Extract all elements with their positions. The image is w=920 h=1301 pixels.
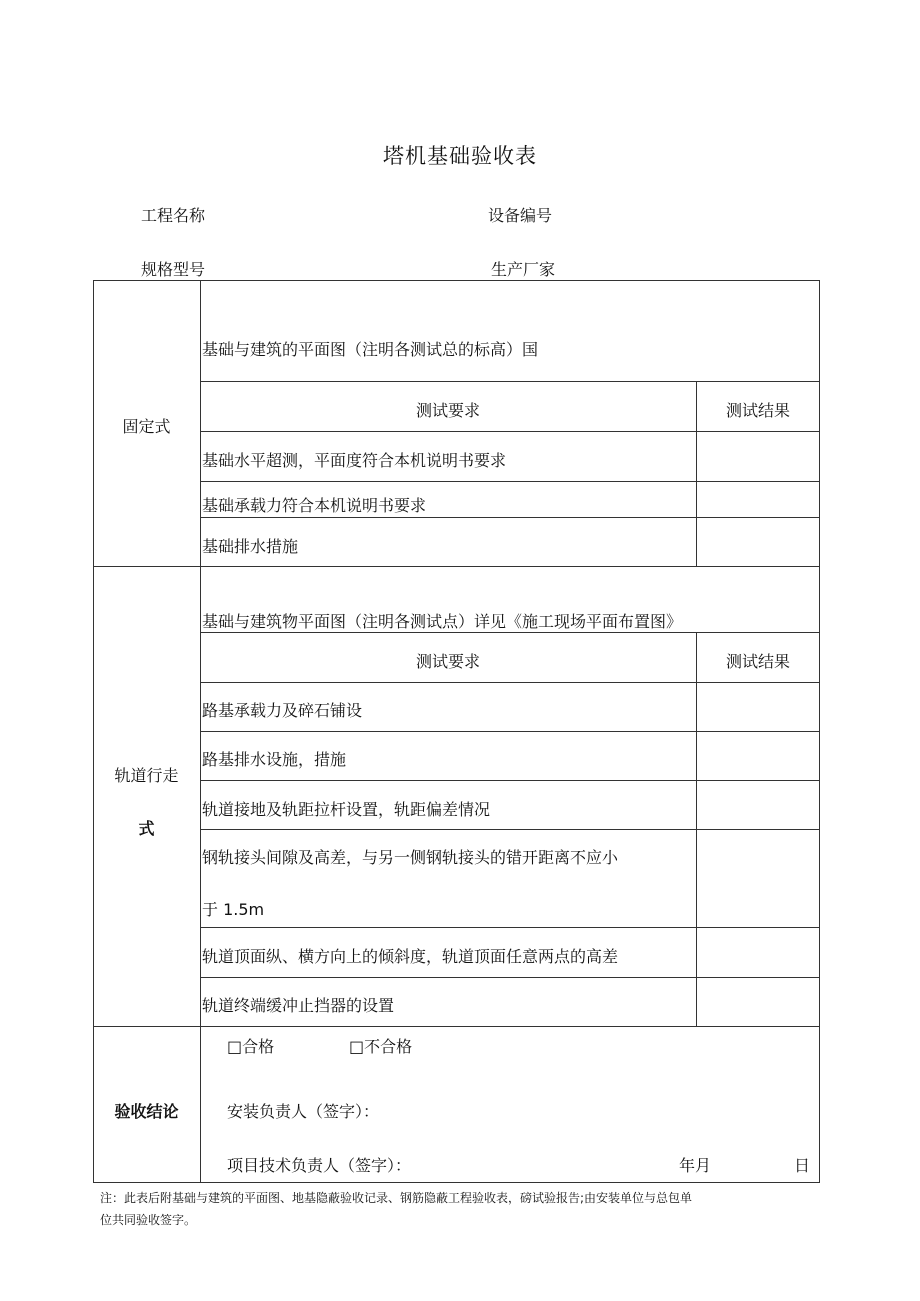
row-line [200,731,820,732]
project-name-label: 工程名称 [141,206,206,225]
fixed-col-requirement: 测试要求 [415,401,480,420]
rail-item-buffer-stop: 轨道终端缓冲止挡器的设置 [202,996,395,1015]
section-divider-rail [93,566,820,567]
rail-item-joint-line2: 于 1.5m [202,900,265,919]
row-line [200,977,820,978]
page-title: 塔机基础验收表 [383,144,537,168]
manufacturer-label: 生产厂家 [491,260,556,279]
device-no-label: 设备编号 [488,206,553,225]
row-line [200,927,820,928]
section-divider-conclusion [93,1026,820,1027]
rail-type-label-line1: 轨道行走 [114,766,179,785]
fixed-col-result: 测试结果 [725,401,790,420]
row-line [200,632,820,633]
fixed-item-bearing: 基础承载力符合本机说明书要求 [202,496,427,515]
conclusion-label: 验收结论 [114,1102,179,1121]
footnote-line1: 注：此表后附基础与建筑的平面图、地基隐蔽验收记录、钢筋隐蔽工程验收表，磅试验报告;由安装单位与总包单 [100,1191,693,1205]
date-year-month: 年月 [679,1156,712,1175]
rail-item-drainage: 路基排水设施，措施 [202,750,347,769]
row-line [200,829,820,830]
pass-checkbox[interactable]: □合格 [227,1037,275,1056]
date-day: 日 [794,1156,811,1175]
rail-item-inclination: 轨道顶面纵、横方向上的倾斜度，轨道顶面任意两点的高差 [202,947,619,966]
installer-signature: 安装负责人（签字）： [227,1102,380,1121]
fixed-plan-text: 基础与建筑的平面图（注明各测试总的标高）国 [202,340,539,359]
table-border-bottom [93,1182,820,1183]
fixed-item-drainage: 基础排水措施 [202,537,299,556]
row-line [200,381,820,382]
row-line [200,481,820,482]
rail-col-requirement: 测试要求 [415,652,480,671]
rail-item-grounding: 轨道接地及轨距拉杆设置，轨距偏差情况 [202,800,491,819]
fixed-item-levelness: 基础水平超测，平面度符合本机说明书要求 [202,451,507,470]
rail-item-roadbed: 路基承载力及碎石铺设 [202,701,363,720]
rail-type-label-line2: 式 [138,819,155,838]
row-line [200,431,820,432]
row-line [200,780,820,781]
footnote-line2: 位共同验收签字。 [100,1213,197,1227]
result-column-divider-rail [696,632,697,1026]
row-line [200,517,820,518]
table-border-top [93,280,820,281]
fixed-type-label: 固定式 [122,417,171,436]
tech-lead-signature: 项目技术负责人（签字）： [227,1156,412,1175]
rail-plan-text: 基础与建筑物平面图（注明各测试点）详见《施工现场平面布置图》 [202,612,683,631]
rail-item-joint-line1: 钢轨接头间隙及高差，与另一侧钢轨接头的错开距离不应小 [202,848,619,867]
spec-model-label: 规格型号 [141,260,206,279]
fail-checkbox[interactable]: □不合格 [349,1037,413,1056]
rail-col-result: 测试结果 [725,652,790,671]
row-line [200,682,820,683]
